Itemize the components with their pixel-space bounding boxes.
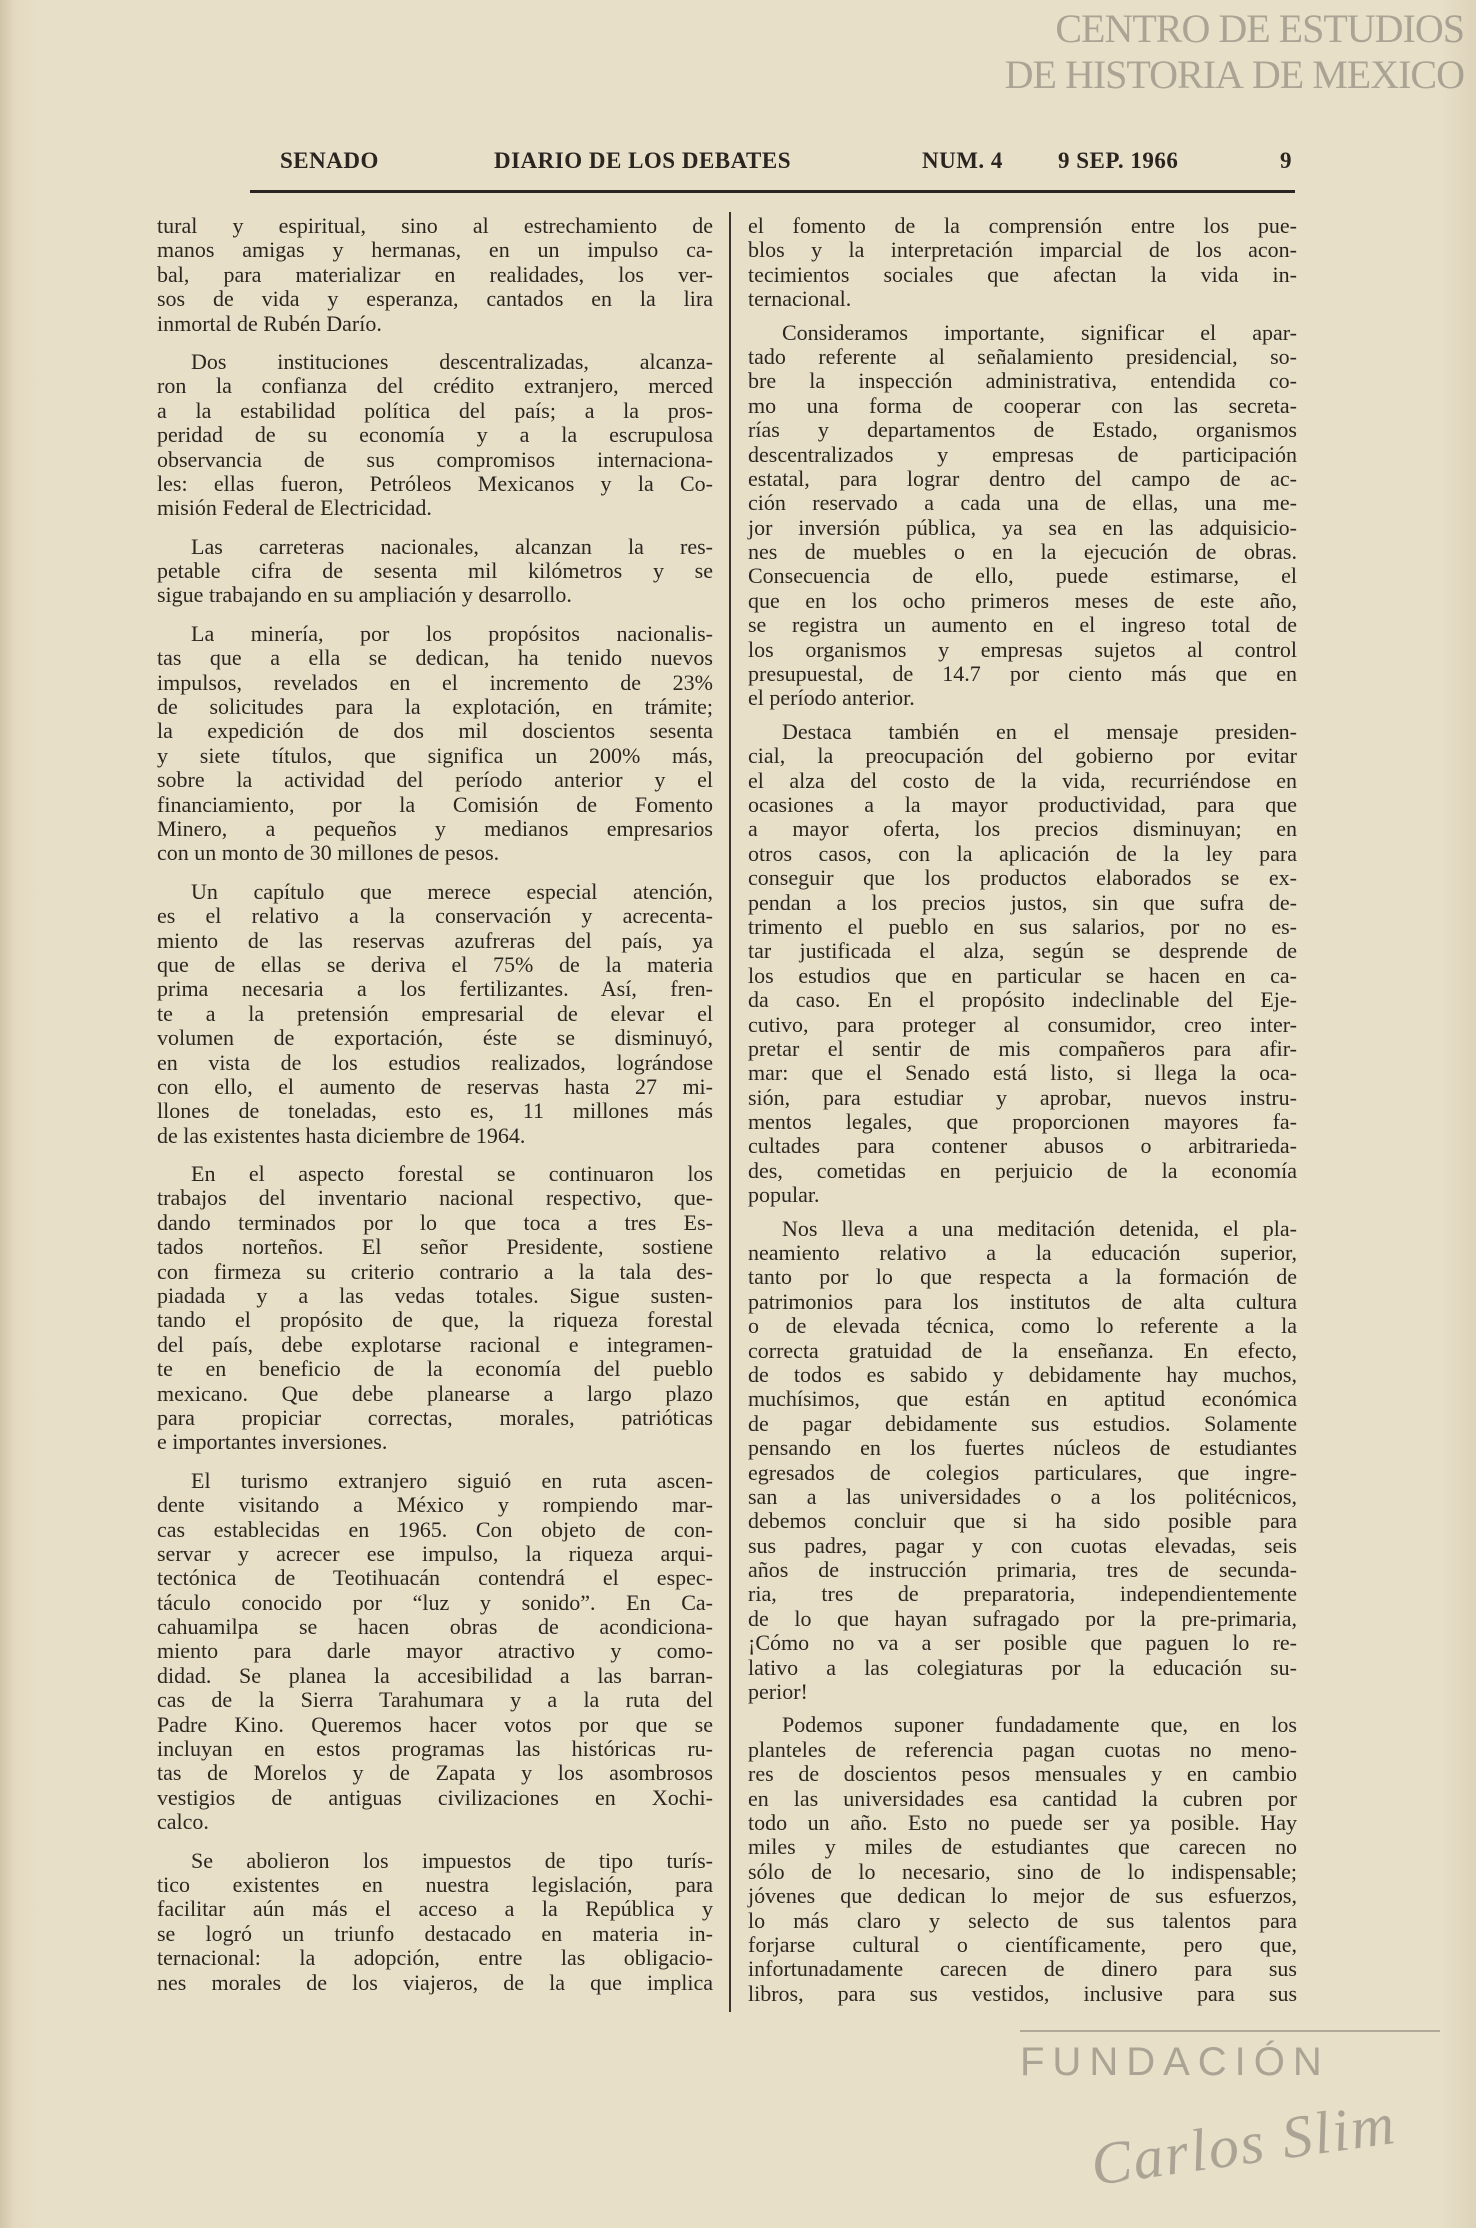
text-line: mo una forma de cooperar con las secreta- xyxy=(748,392,1297,418)
text-line: popular. xyxy=(748,1182,820,1208)
paragraph xyxy=(157,1849,713,1995)
text-line: en las universidades esa cantidad la cubren por xyxy=(748,1785,1297,1811)
text-line: Consecuencia de ello, puede estimarse, el xyxy=(748,563,1297,589)
text-line: libros, para sus vestidos, inclusive para sus xyxy=(748,1980,1297,2006)
text-line: Dos instituciones descentralizadas, alcanza- xyxy=(191,348,713,374)
text-line: tas de Morelos y de Zapata y los asombrosos xyxy=(157,1760,713,1786)
text-line: ternacional. xyxy=(748,286,852,312)
paragraph xyxy=(748,720,1297,1208)
text-line: de solicitudes para la explotación, en trámite; xyxy=(157,694,713,720)
text-line: les: ellas fueron, Petróleos Mexicanos y la Co- xyxy=(157,470,713,496)
text-line: e importantes inversiones. xyxy=(157,1429,388,1455)
text-line: cas de la Sierra Tarahumara y a la ruta del xyxy=(157,1687,713,1713)
text-line: otros casos, con la aplicación de la ley para xyxy=(748,840,1297,866)
text-line: trabajos del inventario nacional respectivo, que- xyxy=(157,1185,713,1211)
text-line: te a la pretensión empresarial de elevar el xyxy=(157,1000,713,1026)
watermark-institution xyxy=(1004,6,1464,98)
text-line: tanto por lo que respecta a la formación de xyxy=(748,1264,1297,1290)
text-line: los estudios que en particular se hacen en ca- xyxy=(748,962,1297,988)
text-line: Un capítulo que merece especial atención, xyxy=(191,878,713,904)
paragraph xyxy=(157,880,713,1148)
text-line: llones de toneladas, esto es, 11 millones más xyxy=(157,1098,713,1124)
text-line: pendan a los precios justos, sin que sufra de- xyxy=(748,889,1297,915)
text-line: de lo que hayan sufragado por la pre-primaria, xyxy=(748,1605,1297,1631)
text-line: nes morales de los viajeros, de la que implica xyxy=(157,1969,713,1995)
text-line: pretar el sentir de mis compañeros para afir- xyxy=(748,1035,1297,1061)
text-line: cahuamilpa se hacen obras de acondiciona- xyxy=(157,1614,713,1640)
text-line: Se abolieron los impuestos de tipo turís- xyxy=(191,1847,713,1873)
text-line: impulsos, revelados en el incremento de 23% xyxy=(157,669,713,695)
watermark-signature: Carlos Slim xyxy=(1086,2089,1401,2199)
text-line: neamiento relativo a la educación superior, xyxy=(748,1240,1297,1266)
text-line: descentralizados y empresas de participación xyxy=(748,441,1297,467)
text-line: lo más claro y selecto de sus talentos para xyxy=(748,1907,1297,1933)
text-line: cutivo, para proteger al consumidor, creo inter- xyxy=(748,1011,1297,1037)
text-line: se logró un triunfo destacado en materia in- xyxy=(157,1920,713,1946)
paragraph xyxy=(748,1713,1297,2006)
text-line: miles y miles de estudiantes que carecen no xyxy=(748,1834,1297,1860)
watermark-foundation: FUNDACIÓN xyxy=(1020,2040,1330,2084)
text-line: miento de las reservas azufreras del país, ya xyxy=(157,927,713,953)
text-line: patrimonios para los institutos de alta cultura xyxy=(748,1288,1297,1314)
text-line: todo un año. Esto no puede ser ya posible. Hay xyxy=(748,1810,1297,1835)
text-line: para propiciar correctas, morales, patrióticas xyxy=(157,1404,713,1430)
text-line: egresados de colegios particulares, que ingre- xyxy=(748,1459,1297,1485)
text-line: sigue trabajando en su ampliación y desarrollo. xyxy=(157,582,572,608)
text-line: tural y espiritual, sino al estrechamiento de xyxy=(157,213,713,238)
watermark-line: ESTUDIOS xyxy=(1278,6,1464,51)
text-line: calco. xyxy=(157,1809,209,1835)
text-line: tecimientos sociales que afectan la vida in- xyxy=(748,261,1297,287)
column-divider xyxy=(729,212,731,2012)
text-line: inmortal de Rubén Darío. xyxy=(157,310,382,336)
text-line: perior! xyxy=(748,1679,808,1705)
paragraph xyxy=(157,1469,713,1835)
header-number: NUM. 4 xyxy=(922,148,1003,173)
text-line: te en beneficio de la economía del pueblo xyxy=(157,1356,713,1382)
text-line: prima necesaria a los fertilizantes. Así, fren- xyxy=(157,976,713,1002)
paragraph xyxy=(748,1217,1297,1705)
text-line: Consideramos importante, significar el apar- xyxy=(782,319,1297,345)
header-rule xyxy=(250,190,1295,193)
paragraph xyxy=(157,214,713,336)
paragraph xyxy=(157,535,713,608)
text-line: mar: que el Senado está listo, si llega la oca- xyxy=(748,1060,1297,1086)
text-line: tados norteños. El señor Presidente, sostiene xyxy=(157,1234,713,1260)
text-line: tado referente al señalamiento presidencial, so- xyxy=(748,343,1297,369)
text-line: bre la inspección administrativa, entendida co- xyxy=(748,368,1297,394)
text-line: ron la confianza del crédito extranjero, merced xyxy=(157,373,713,399)
text-line: manos amigas y hermanas, en un impulso ca- xyxy=(157,237,713,263)
text-line: cultades para contener abusos o arbitrarieda- xyxy=(748,1133,1297,1159)
text-line: tando el propósito de que, la riqueza forestal xyxy=(157,1307,713,1333)
header-date: 9 SEP. 1966 xyxy=(1058,148,1179,173)
text-line: sión, para estudiar y aprobar, nuevos instru- xyxy=(748,1084,1297,1110)
text-line: lativo a las colegiaturas por la educación su- xyxy=(748,1654,1297,1680)
text-line: ria, tres de preparatoria, independientemente xyxy=(748,1581,1297,1607)
header-section: SENADO xyxy=(280,148,379,173)
text-line: cas establecidas en 1965. Con objeto de con- xyxy=(157,1516,713,1542)
text-line: ¡Cómo no va a ser posible que paguen lo re- xyxy=(748,1630,1297,1656)
watermark-line: CENTRO DE xyxy=(1055,6,1270,51)
text-line: vestigios de antiguas civilizaciones en Xochi- xyxy=(157,1784,713,1810)
text-line: jor inversión pública, ya sea en las adquisicio- xyxy=(748,514,1297,540)
text-line: financiamiento, por la Comisión de Fomento xyxy=(157,791,713,817)
text-line: facilitar aún más el acceso a la República y xyxy=(157,1896,713,1922)
text-line: Padre Kino. Queremos hacer votos por que se xyxy=(157,1711,713,1737)
text-line: y siete títulos, que significa un 200% más, xyxy=(157,742,713,768)
watermark-line: DE MEXICO xyxy=(1251,52,1464,97)
text-line: tas que a ella se dedican, ha tenido nuevos xyxy=(157,645,713,671)
text-line: presupuestal, de 14.7 por ciento más que en xyxy=(748,661,1297,687)
text-line: forjarse cultural o científicamente, pero que, xyxy=(748,1931,1297,1957)
paragraph xyxy=(157,622,713,866)
text-line: Podemos suponer fundadamente que, en los xyxy=(782,1712,1297,1738)
text-line: Destaca también en el mensaje presiden- xyxy=(782,718,1297,744)
text-line: sus padres, pagar y con cuotas elevadas, seis xyxy=(748,1532,1297,1558)
text-line: mexicano. Que debe planearse a largo plazo xyxy=(157,1380,713,1406)
text-line: tico existentes en nuestra legislación, para xyxy=(157,1872,713,1897)
paragraph xyxy=(157,1162,713,1455)
text-line: sólo de lo necesario, sino de lo indispensable; xyxy=(748,1858,1297,1884)
text-line: nes de muebles o en la ejecución de obras. xyxy=(748,539,1297,565)
text-line: observancia de sus compromisos internaciona- xyxy=(157,446,713,472)
text-line: la expedición de dos mil doscientos sesenta xyxy=(157,718,713,744)
paragraph xyxy=(748,214,1297,312)
text-line: o de elevada técnica, como lo referente a la xyxy=(748,1313,1297,1339)
text-line: con ello, el aumento de reservas hasta 27 mi- xyxy=(157,1073,713,1099)
text-line: que de ellas se deriva el 75% de la materia xyxy=(157,951,713,977)
text-line: rías y departamentos de Estado, organismos xyxy=(748,417,1297,443)
text-line: sos de vida y esperanza, cantados en la lira xyxy=(157,286,713,312)
left-column xyxy=(157,214,713,2009)
text-line: estatal, para lograr dentro del campo de ac- xyxy=(748,465,1297,491)
text-line: blos y la interpretación imparcial de los acon- xyxy=(748,237,1297,263)
text-line: volumen de exportación, éste se disminuyó, xyxy=(157,1025,713,1051)
text-line: Las carreteras nacionales, alcanzan la res- xyxy=(191,533,713,559)
header-publication: DIARIO DE LOS DEBATES xyxy=(494,148,792,173)
text-line: sobre la actividad del período anterior y el xyxy=(157,767,713,793)
text-line: correcta gratuidad de la enseñanza. En efecto, xyxy=(748,1337,1297,1363)
text-line: en vista de los estudios realizados, lográndose xyxy=(157,1049,713,1075)
text-line: res de doscientos pesos mensuales y en cambio xyxy=(748,1761,1297,1787)
text-line: ternacional: la adopción, entre las obligacio- xyxy=(157,1945,713,1971)
text-line: años de instrucción primaria, tres de secunda- xyxy=(748,1557,1297,1583)
text-line: petable cifra de sesenta mil kilómetros y se xyxy=(157,558,713,584)
text-line: los organismos y empresas sujetos al control xyxy=(748,636,1297,662)
paragraph xyxy=(748,321,1297,711)
text-line: san a las universidades o a los politécnicos, xyxy=(748,1483,1297,1509)
text-line: del país, debe explotarse racional e integramen- xyxy=(157,1331,713,1357)
text-line: a la estabilidad política del país; a la pros- xyxy=(157,397,713,423)
text-line: con un monto de 30 millones de pesos. xyxy=(157,840,500,866)
right-column xyxy=(748,214,1297,2015)
text-line: planteles de referencia pagan cuotas no meno- xyxy=(748,1736,1297,1762)
text-line: táculo conocido por “luz y sonido”. En Ca- xyxy=(157,1589,713,1615)
text-line: el período anterior. xyxy=(748,685,915,711)
text-line: ción reservado a cada una de ellas, una me- xyxy=(748,490,1297,516)
text-line: trimento el pueblo en sus salarios, por no es- xyxy=(748,913,1297,939)
text-line: mentos legales, que proporcionen mayores fa- xyxy=(748,1109,1297,1135)
paragraph xyxy=(157,350,713,521)
text-line: El turismo extranjero siguió en ruta ascen- xyxy=(191,1467,713,1493)
text-line: incluyan en estos programas las históricas ru- xyxy=(157,1736,713,1762)
text-line: ocasiones a la mayor productividad, para que xyxy=(748,791,1297,817)
text-line: peridad de su economía y a la escrupulosa xyxy=(157,422,713,448)
text-line: dando terminados por lo que toca a tres Es- xyxy=(157,1209,713,1235)
text-line: miento para darle mayor atractivo y como- xyxy=(157,1638,713,1664)
text-line: bal, para materializar en realidades, los ver- xyxy=(157,261,713,287)
text-line: misión Federal de Electricidad. xyxy=(157,495,432,521)
text-line: el alza del costo de la vida, recurriéndose en xyxy=(748,767,1297,793)
text-line: infortunadamente carecen de dinero para sus xyxy=(748,1956,1297,1982)
page-number: 9 xyxy=(1280,148,1292,173)
text-line: conseguir que los productos elaborados se ex- xyxy=(748,865,1297,891)
text-line: pensando en los fuertes núcleos de estudiantes xyxy=(748,1435,1297,1461)
text-line: dente visitando a México y rompiendo mar- xyxy=(157,1492,713,1518)
text-line: de las existentes hasta diciembre de 1964. xyxy=(157,1122,526,1148)
watermark-divider xyxy=(1020,2030,1440,2032)
text-line: se registra un aumento en el ingreso total de xyxy=(748,612,1297,638)
text-line: el fomento de la comprensión entre los pue- xyxy=(748,213,1297,238)
text-line: a mayor oferta, los precios disminuyan; en xyxy=(748,816,1297,842)
text-line: des, cometidas en perjuicio de la economía xyxy=(748,1157,1297,1183)
text-line: cial, la preocupación del gobierno por evitar xyxy=(748,743,1297,769)
text-line: servar y acrecer ese impulso, la riqueza arqui- xyxy=(157,1540,713,1566)
text-line: La minería, por los propósitos nacionalis- xyxy=(191,620,713,646)
text-line: debemos concluir que si ha sido posible para xyxy=(748,1508,1297,1534)
text-line: En el aspecto forestal se continuaron los xyxy=(191,1161,713,1187)
text-line: jóvenes que dedican lo mejor de sus esfuerzos, xyxy=(748,1883,1297,1909)
text-line: da caso. En el propósito indeclinable del Eje- xyxy=(748,987,1297,1013)
text-line: Nos lleva a una meditación detenida, el pla- xyxy=(782,1215,1297,1241)
text-line: didad. Se planea la accesibilidad a las barran- xyxy=(157,1662,713,1688)
text-line: piadada y a las vedas totales. Sigue susten- xyxy=(157,1283,713,1309)
text-line: es el relativo a la conservación y acrecenta- xyxy=(157,903,713,929)
watermark-line: DE HISTORIA xyxy=(1004,52,1243,97)
text-line: que en los ocho primeros meses de este año, xyxy=(748,587,1297,613)
text-line: tectónica de Teotihuacán contendrá el espec- xyxy=(157,1565,713,1591)
text-line: muchísimos, que están en aptitud económica xyxy=(748,1386,1297,1412)
text-line: de todos es sabido y debidamente hay muchos, xyxy=(748,1361,1297,1387)
text-line: con firmeza su criterio contrario a la tala des- xyxy=(157,1258,713,1284)
text-line: de pagar debidamente sus estudios. Solamente xyxy=(748,1410,1297,1436)
text-line: tar justificada el alza, según se desprende de xyxy=(748,938,1297,964)
text-line: Minero, a pequeños y medianos empresarios xyxy=(157,815,713,841)
